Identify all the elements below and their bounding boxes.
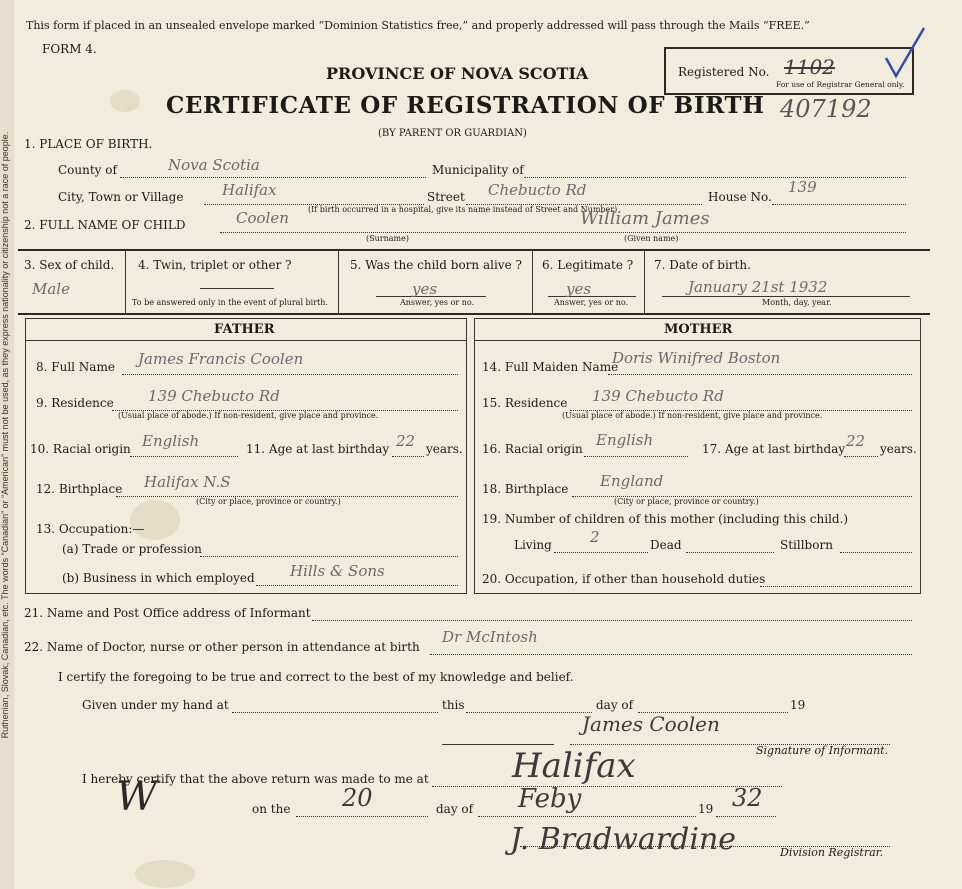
registered-label: Registered No. xyxy=(678,65,770,79)
father-racial-value: English xyxy=(142,432,200,450)
father-name-value: James Francis Coolen xyxy=(138,350,304,368)
handwritten-record-number: 407192 xyxy=(780,95,872,123)
certify-statement: I certify the foregoing to be true and correct to the best of my knowledge and belief. xyxy=(58,670,574,684)
mother-residence-label: 15. Residence xyxy=(482,396,568,410)
mother-age-label: 17. Age at last birthday xyxy=(702,442,846,456)
twin-note: To be answered only in the event of plural birth. xyxy=(132,298,328,307)
municipality-label: Municipality of xyxy=(432,163,524,177)
mother-racial-value: English xyxy=(596,431,654,449)
mother-age-value: 22 xyxy=(846,432,866,450)
father-business-label: (b) Business in which employed xyxy=(62,571,255,585)
father-birthplace-value: Halifax N.S xyxy=(144,473,231,491)
registrar-statement: I hereby certify that the above return was made to me at xyxy=(82,772,429,786)
house-value: 139 xyxy=(788,178,817,196)
certificate-title: CERTIFICATE OF REGISTRATION OF BIRTH xyxy=(166,92,765,119)
mother-birthplace-note: (City or place, province or country.) xyxy=(614,497,759,506)
living-value: 2 xyxy=(590,528,600,546)
left-margin-strip xyxy=(0,0,14,889)
father-racial-label: 10. Racial origin xyxy=(30,442,131,456)
father-birthplace-note: (City or place, province or country.) xyxy=(196,497,341,506)
surname-caption: (Surname) xyxy=(366,234,409,243)
dob-note: Month, day, year. xyxy=(762,298,832,307)
place-of-birth-heading: 1. PLACE OF BIRTH. xyxy=(24,137,153,151)
mother-racial-label: 16. Racial origin xyxy=(482,442,583,456)
county-value: Nova Scotia xyxy=(168,156,260,174)
father-age-label: 11. Age at last birthday xyxy=(246,442,390,456)
father-birthplace-label: 12. Birthplace xyxy=(36,482,123,496)
province-heading: PROVINCE OF NOVA SCOTIA xyxy=(326,64,589,83)
city-label: City, Town or Village xyxy=(58,190,184,204)
legitimate-value: yes xyxy=(566,280,592,298)
check-mark-icon xyxy=(880,24,930,84)
on-the-label: on the xyxy=(252,802,291,816)
mail-notice: This form if placed in an unsealed envelope marked “Dominion Statistics free,” and properly addressed will pass through the Mails “FREE.” xyxy=(26,19,810,32)
child-name-label: 2. FULL NAME OF CHILD xyxy=(24,218,186,232)
mother-age-years: years. xyxy=(880,442,917,456)
father-name-label: 8. Full Name xyxy=(36,360,115,374)
city-value: Halifax xyxy=(222,181,277,199)
stain xyxy=(135,860,195,888)
father-occupation-label: 13. Occupation:— xyxy=(36,522,145,536)
sex-label: 3. Sex of child. xyxy=(24,258,115,272)
hospital-note: (If birth occurred in a hospital, give its name instead of Street and Number) xyxy=(308,205,618,214)
father-heading: FATHER xyxy=(214,322,275,337)
registered-value: 1102 xyxy=(784,55,835,79)
mother-name-value: Doris Winifred Boston xyxy=(612,349,781,367)
dob-label: 7. Date of birth. xyxy=(654,258,751,272)
father-residence-label: 9. Residence xyxy=(36,396,114,410)
street-value: Chebucto Rd xyxy=(488,181,587,199)
mother-residence-value: 139 Chebucto Rd xyxy=(592,387,724,405)
form-number: FORM 4. xyxy=(42,42,97,56)
legitimate-label: 6. Legitimate ? xyxy=(542,258,634,272)
mother-occupation-label: 20. Occupation, if other than household duties xyxy=(482,572,766,586)
child-given-name-value: William James xyxy=(580,208,710,229)
day-of-label: day of xyxy=(596,698,634,712)
registration-year-prefix: 19 xyxy=(698,802,714,816)
mother-children-label: 19. Number of children of this mother (including this child.) xyxy=(482,512,849,526)
year-prefix: 19 xyxy=(790,698,806,712)
father-residence-note: (Usual place of abode.) If non-resident, give place and province. xyxy=(118,411,379,420)
mother-birthplace-label: 18. Birthplace xyxy=(482,482,569,496)
registration-year: 32 xyxy=(732,784,763,812)
county-label: County of xyxy=(58,163,117,177)
registrar-place: Halifax xyxy=(512,746,636,786)
born-alive-note: Answer, yes or no. xyxy=(400,298,475,307)
street-label: Street xyxy=(427,190,465,204)
this-label: this xyxy=(442,698,465,712)
legitimate-note: Answer, yes or no. xyxy=(554,298,629,307)
registration-day: 20 xyxy=(342,784,373,812)
mother-name-label: 14. Full Maiden Name xyxy=(482,360,619,374)
twin-label: 4. Twin, triplet or other ? xyxy=(138,258,292,272)
mother-birthplace-value: England xyxy=(600,472,664,490)
child-surname-value: Coolen xyxy=(236,209,289,227)
born-alive-label: 5. Was the child born alive ? xyxy=(350,258,522,272)
dead-label: Dead xyxy=(650,538,682,552)
dob-value: January 21st 1932 xyxy=(688,278,828,296)
registrar-mark: W xyxy=(116,774,158,820)
registration-month: Feby xyxy=(518,784,582,814)
father-business-value: Hills & Sons xyxy=(290,562,385,580)
stillborn-label: Stillborn xyxy=(780,538,833,552)
born-alive-value: yes xyxy=(412,280,438,298)
day-of-label-2: day of xyxy=(436,802,474,816)
doctor-label: 22. Name of Doctor, nurse or other person in attendance at birth xyxy=(24,640,420,654)
doctor-value: Dr McIntosh xyxy=(442,628,538,646)
informant-label: 21. Name and Post Office address of Informant xyxy=(24,606,311,620)
father-age-years: years. xyxy=(426,442,463,456)
mother-heading: MOTHER xyxy=(664,322,733,337)
informant-signature: James Coolen xyxy=(582,712,720,736)
house-label: House No. xyxy=(708,190,772,204)
registered-note: For use of Registrar General only. xyxy=(776,80,905,89)
registered-number-box xyxy=(664,47,914,95)
informant-caption: Signature of Informant. xyxy=(756,744,889,757)
living-label: Living xyxy=(514,538,552,552)
registrar-caption: Division Registrar. xyxy=(780,846,884,859)
given-under-label: Given under my hand at xyxy=(82,698,229,712)
father-age-value: 22 xyxy=(396,432,416,450)
registrar-signature: J. Bradwardine xyxy=(510,822,737,857)
sidebar-notice: Ruthenian, Slovak, Canadian, etc. The words “Canadian” or “American” must not be used, as they express nationality or citizenship not a race of people. xyxy=(0,131,10,739)
sex-value: Male xyxy=(32,280,70,298)
father-trade-label: (a) Trade or profession xyxy=(62,542,202,556)
given-name-caption: (Given name) xyxy=(624,234,679,243)
mother-residence-note: (Usual place of abode.) If non-resident, give place and province. xyxy=(562,411,823,420)
certificate-subtitle: (BY PARENT OR GUARDIAN) xyxy=(378,128,527,139)
father-residence-value: 139 Chebucto Rd xyxy=(148,387,280,405)
stain xyxy=(110,90,140,112)
